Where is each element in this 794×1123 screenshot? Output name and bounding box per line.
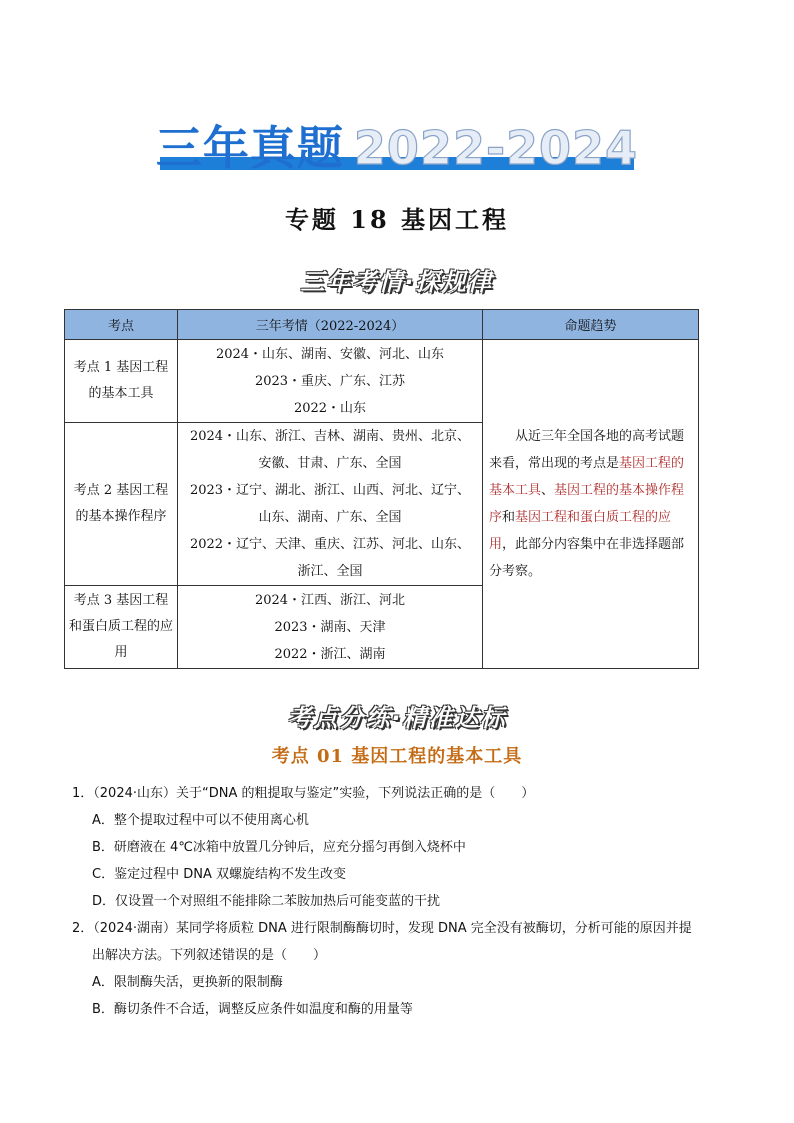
question-2-option-a: A．限制酶失活，更换新的限制酶 xyxy=(92,975,283,990)
trend-highlight: 基因工程的基本工具 xyxy=(489,456,685,498)
trend-sep: 和 xyxy=(502,510,516,525)
row-years xyxy=(178,586,483,669)
year-line: 2023・重庆、广东、江苏 xyxy=(254,373,406,389)
year-line: 山东、湖南、广东、全国 xyxy=(258,510,402,525)
year-line: 2024・山东、湖南、安徽、河北、山东 xyxy=(215,346,445,362)
trend-highlight: 基因工程的基本操作程序 xyxy=(489,483,685,525)
row-topic: 考点 1 基因工程的基本工具 xyxy=(65,340,178,423)
knowledge-point-title: 考点 01 基因工程的基本工具 xyxy=(271,746,523,767)
banner xyxy=(0,120,794,180)
section-banner-trends: 三年考情·探规律 xyxy=(300,268,494,296)
trend-text: 从近三年全国各地的高考试题来看，常出现的考点是 xyxy=(489,429,685,471)
row-years xyxy=(178,423,483,586)
banner-title-text: 三年真题 xyxy=(155,121,344,175)
table-header-row xyxy=(65,310,699,340)
topic-title: 专题 18 基因工程 xyxy=(284,205,510,234)
year-line: 2023・辽宁、湖北、浙江、山西、河北、辽宁、 xyxy=(189,483,471,498)
table-row xyxy=(65,340,699,423)
row-topic: 考点 3 基因工程和蛋白质工程的应用 xyxy=(65,586,178,669)
trend-text: ，此部分内容集中在非选择题部分考察。 xyxy=(489,537,685,579)
year-line: 浙江、全国 xyxy=(297,564,363,579)
trend-cell xyxy=(483,340,699,669)
trend-sep: 、 xyxy=(541,483,555,498)
year-line: 2024・山东、浙江、吉林、湖南、贵州、北京、 xyxy=(189,429,471,444)
question-1-stem: 1．（2024·山东）关于“DNA 的粗提取与鉴定”实验，下列说法正确的是（ ） xyxy=(72,786,535,801)
question-1-option-a: A．整个提取过程中可以不使用离心机 xyxy=(92,813,309,828)
year-line: 2022・浙江、湖南 xyxy=(274,646,386,662)
question-1-option-c: C．鉴定过程中 DNA 双螺旋结构不发生改变 xyxy=(92,867,346,882)
year-line: 2024・江西、浙江、河北 xyxy=(254,592,406,608)
year-line: 2023・湖南、天津 xyxy=(274,619,386,635)
question-2-stem-line2: 出解决方法。下列叙述错误的是（ ） xyxy=(92,948,327,963)
header-topic: 考点 xyxy=(65,310,178,340)
header-years: 三年考情（2022-2024） xyxy=(178,310,483,340)
banner-title xyxy=(0,120,794,176)
row-topic: 考点 2 基因工程的基本操作程序 xyxy=(65,423,178,586)
question-2-option-b: B．酶切条件不合适，调整反应条件如温度和酶的用量等 xyxy=(92,1002,413,1017)
row-years xyxy=(178,340,483,423)
banner-years: 2022-2024 xyxy=(353,121,639,175)
year-line: 2022・辽宁、天津、重庆、江苏、河北、山东、 xyxy=(189,537,471,552)
question-2-stem-line1: 2．（2024·湖南）某同学将质粒 DNA 进行限制酶酶切时，发现 DNA 完全没有被酶切，分析可能的原因并提 xyxy=(72,921,692,936)
year-line: 2022・山东 xyxy=(293,400,367,416)
header-trend: 命题趋势 xyxy=(483,310,699,340)
year-line: 安徽、甘肃、广东、全国 xyxy=(258,456,402,471)
question-1-option-d: D．仅设置一个对照组不能排除二苯胺加热后可能变蓝的干扰 xyxy=(92,894,441,909)
exam-trend-table xyxy=(64,309,699,669)
question-1-option-b: B．研磨液在 4℃冰箱中放置几分钟后，应充分摇匀再倒入烧杯中 xyxy=(92,840,466,855)
trend-highlight: 基因工程和蛋白质工程的应用 xyxy=(489,510,672,552)
section-banner-practice: 考点分练·精准达标 xyxy=(287,704,507,732)
